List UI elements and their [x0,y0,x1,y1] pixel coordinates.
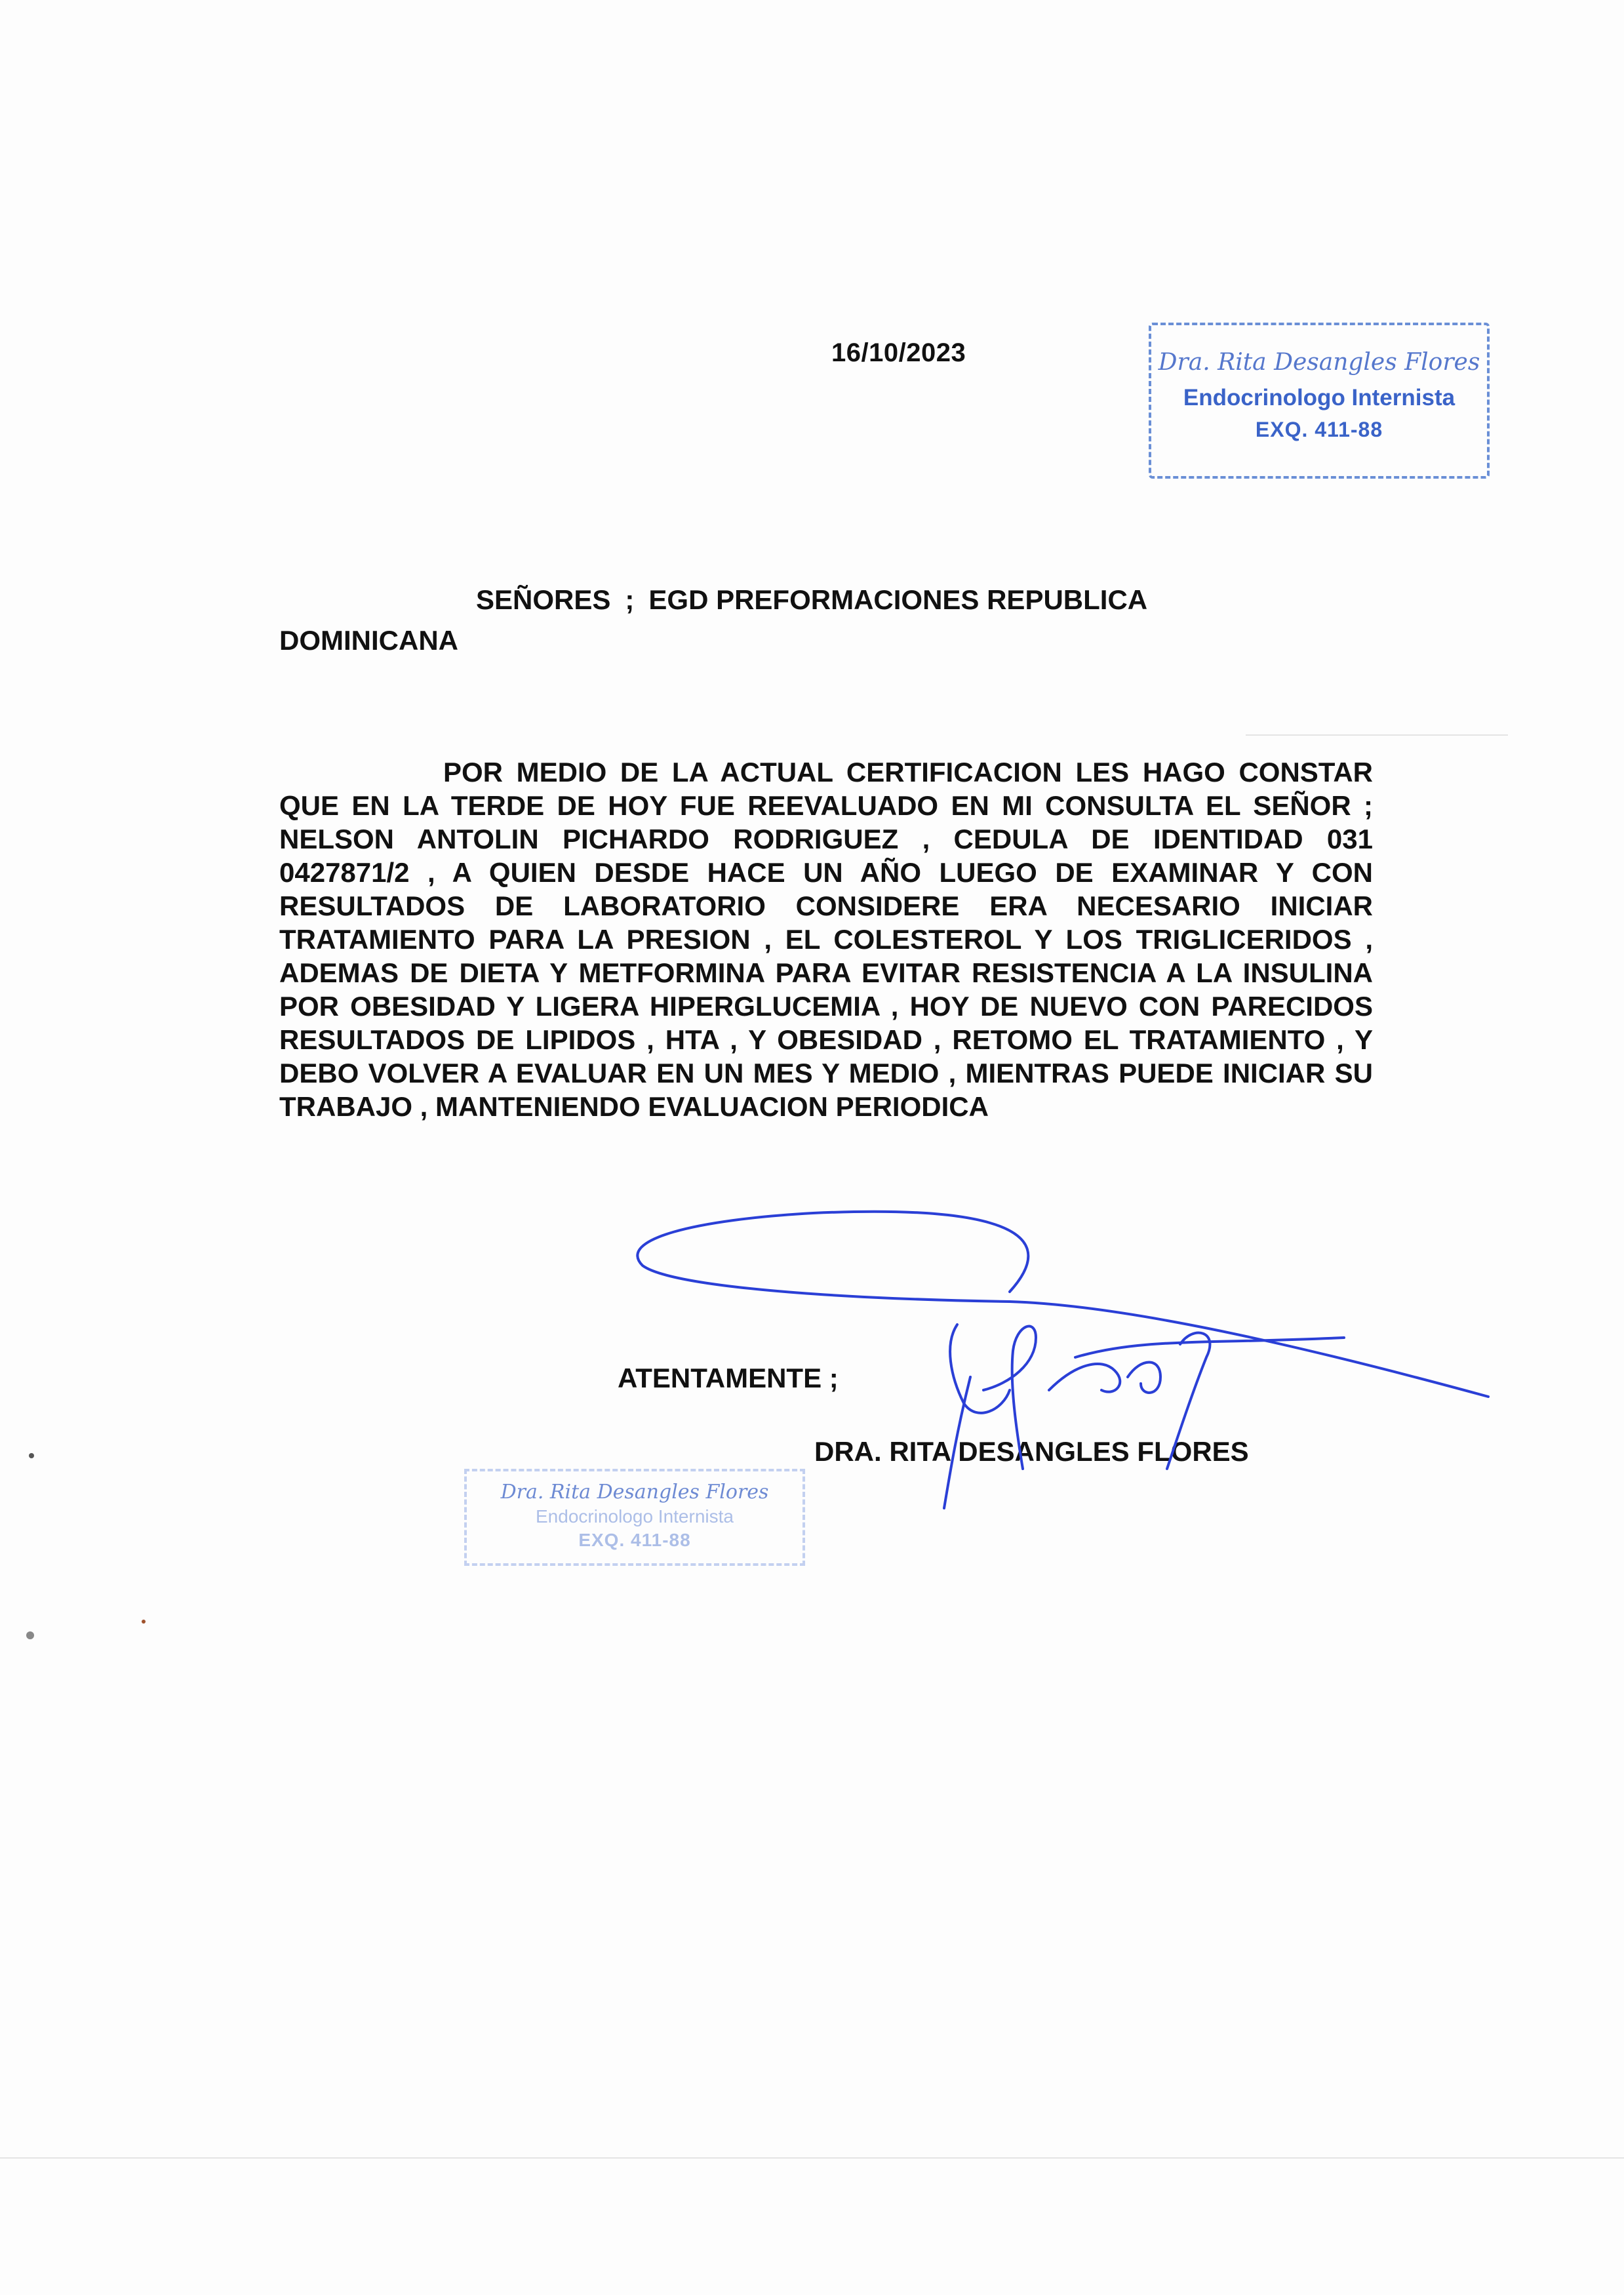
fold-line [1246,734,1508,736]
salutation [279,580,1394,661]
doctor-stamp-faint [464,1469,805,1566]
fold-line [0,2157,1624,2159]
stamp-doctor-name: Dra. Rita Desangles Flores [1158,349,1480,376]
recipient-line-2: DOMINICANA [279,625,458,656]
stamp-exequatur: EXQ. 411-88 [1255,418,1383,441]
paper-speck [26,1631,34,1639]
stamp-faint-exequatur: EXQ. 411-88 [578,1530,691,1550]
paper-speck [29,1453,34,1458]
salutation-separator: ; [625,584,635,615]
doctor-stamp [1149,323,1490,479]
recipient-line-1: EGD PREFORMACIONES REPUBLICA [648,584,1148,615]
salutation-label: SEÑORES [476,584,611,615]
closing-text: ATENTAMENTE ; [618,1363,839,1393]
paper-speck [142,1620,146,1624]
letter-date: 16/10/2023 [831,338,966,367]
stamp-specialty: Endocrinologo Internista [1183,385,1456,410]
certification-body: POR MEDIO DE LA ACTUAL CERTIFICACION LES HAGO CONSTAR QUE EN LA TERDE DE HOY FUE REEVALUADO EN MI CONSULTA EL SEÑOR ; NELSON ANTOLIN PICHARDO RODRIGUEZ , CEDULA DE IDENTIDAD 031 0427871/2 , A QUIEN DESDE HACE UN AÑO LUEGO DE EXAMINAR Y CON RESULTADOS DE LABORATORIO CONSIDERE ERA NECESARIO INICIAR TRATAMIENTO PARA LA PRESION , EL COLESTEROL Y LOS TRIGLICERIDOS , ADEMAS DE DIETA Y METFORMINA PARA EVITAR RESISTENCIA A LA INSULINA POR OBESIDAD Y LIGERA HIPERGLUCEMIA , HOY DE NUEVO CON PARECIDOS RESULTADOS DE LIPIDOS , HTA , Y OBESIDAD , RETOMO EL TRATAMIENTO , Y DEBO VOLVER A EVALUAR EN UN MES Y MEDIO , MIENTRAS PUEDE INICIAR SU TRABAJO , MANTENIENDO EVALUACION PERIODICA [279,757,1373,1122]
signer-name: DRA. RITA DESANGLES FLORES [814,1436,1249,1467]
stamp-faint-specialty: Endocrinologo Internista [536,1506,734,1527]
stamp-faint-doctor-name: Dra. Rita Desangles Flores [500,1481,769,1504]
